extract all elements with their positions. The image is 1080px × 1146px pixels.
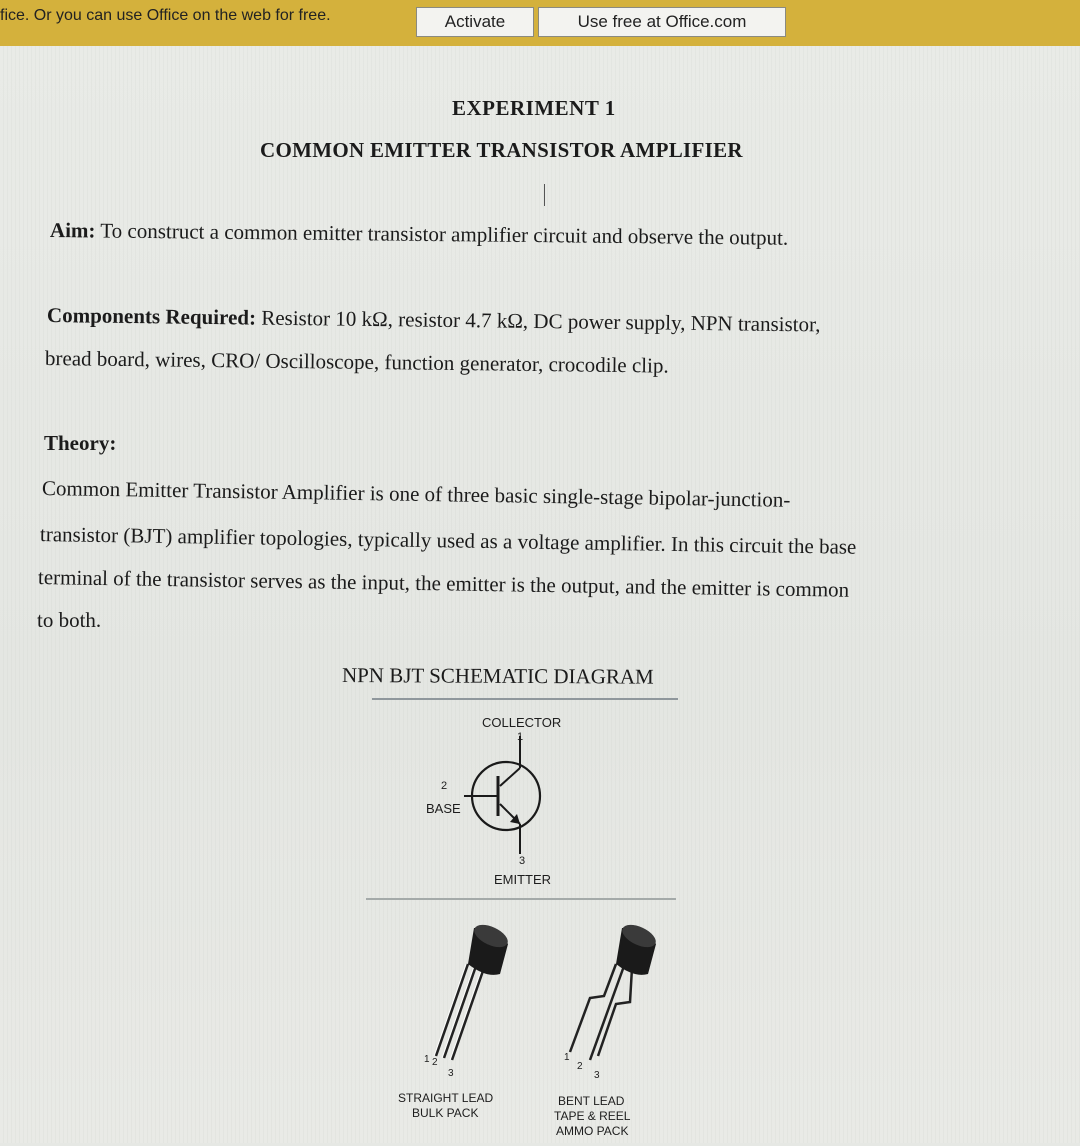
collector-pin: 1 [517, 731, 524, 743]
bent-pin-2: 2 [577, 1061, 583, 1072]
text-cursor [544, 184, 545, 206]
diagram-rule-top [372, 698, 678, 700]
experiment-title: EXPERIMENT 1 [452, 96, 616, 120]
document-page[interactable] [0, 46, 1080, 1143]
bent-caption-1: BENT LEAD [558, 1094, 625, 1108]
activate-button[interactable]: Activate [416, 7, 534, 37]
npn-schematic [420, 706, 580, 896]
components-line-1 [47, 303, 821, 337]
bent-pin-1: 1 [564, 1052, 570, 1063]
theory-line-2: transistor (BJT) amplifier topologies, typically used as a voltage amplifier. In this circuit the base [39, 522, 857, 559]
to92-straight-icon [396, 916, 516, 1076]
diagram-title: NPN BJT SCHEMATIC DIAGRAM [341, 663, 654, 689]
collector-label: COLLECTOR [482, 715, 562, 730]
experiment-subtitle: COMMON EMITTER TRANSISTOR AMPLIFIER [260, 138, 743, 162]
theory-line-1: Common Emitter Transistor Amplifier is one of three basic single-stage bipolar-junction- [41, 476, 791, 512]
theory-line-4: to both. [37, 608, 102, 632]
straight-caption-2: BULK PACK [412, 1106, 479, 1120]
aim-text: To construct a common emitter transistor amplifier circuit and observe the output. [95, 218, 789, 250]
components-label: Components Required: [46, 303, 257, 330]
straight-caption-1: STRAIGHT LEAD [398, 1091, 494, 1105]
theory-line-3: terminal of the transistor serves as the input, the emitter is the output, and the emitter is common [37, 565, 850, 602]
banner-message: fice. Or you can use Office on the web for free. [0, 7, 331, 24]
use-office-web-button[interactable]: Use free at Office.com [538, 7, 786, 37]
aim-label: Aim: [49, 218, 96, 243]
bent-lead-package [550, 916, 670, 1146]
base-pin: 2 [441, 780, 448, 792]
straight-lead-package [396, 916, 516, 1146]
diagram-rule-bottom [366, 898, 676, 900]
straight-pin-2: 2 [432, 1057, 438, 1068]
aim-paragraph [50, 218, 788, 251]
bent-pin-3: 3 [594, 1070, 600, 1081]
emitter-pin: 3 [519, 855, 526, 867]
activation-banner [0, 0, 1080, 47]
components-text-1: Resistor 10 kΩ, resistor 4.7 kΩ, DC power supply, NPN transistor, [255, 305, 821, 337]
straight-pin-1: 1 [424, 1054, 430, 1065]
emitter-label: EMITTER [494, 872, 552, 887]
straight-pin-3: 3 [448, 1068, 454, 1079]
bent-caption-2: TAPE & REEL [554, 1109, 631, 1123]
bent-caption-3: AMMO PACK [556, 1124, 629, 1138]
base-label: BASE [426, 801, 461, 816]
theory-heading: Theory: [44, 431, 117, 455]
components-line-2: bread board, wires, CRO/ Oscilloscope, function generator, crocodile clip. [44, 346, 669, 378]
